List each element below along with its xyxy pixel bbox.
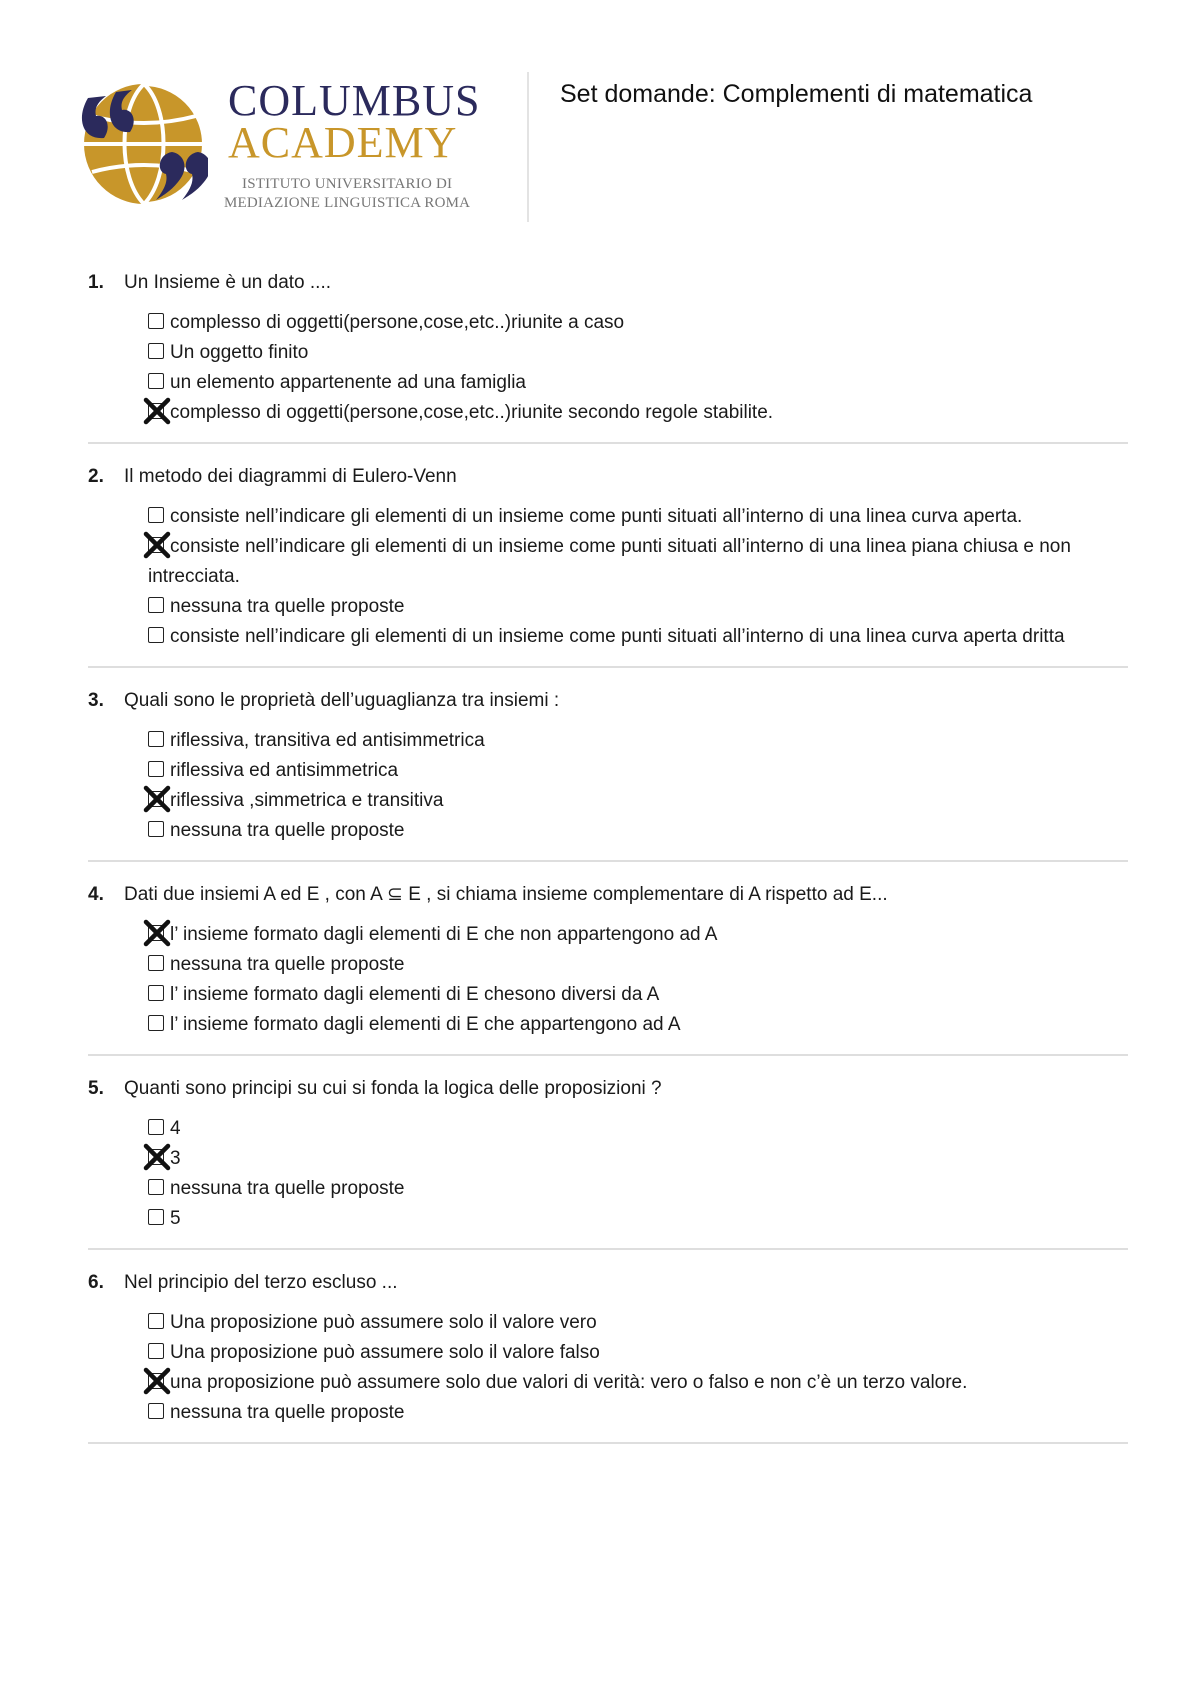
answer-option-text: Una proposizione può assumere solo il valore falso [170,1342,600,1363]
question-header [88,686,1128,716]
checked-checkbox[interactable] [148,925,164,941]
checked-checkbox[interactable] [148,403,164,419]
answer-option-text: nessuna tra quelle proposte [170,596,405,617]
answer-option-text: l’ insieme formato dagli elementi di E chesono diversi da A [170,984,660,1005]
checkbox[interactable] [148,373,164,389]
answer-option[interactable] [148,592,1088,622]
answer-option-text: riflessiva ,simmetrica e transitiva [170,790,444,811]
header-divider [527,72,529,222]
answer-option[interactable] [148,338,1088,368]
logo-subtitle-line2: MEDIAZIONE LINGUISTICA ROMA [224,195,471,211]
answer-option[interactable] [148,1114,1088,1144]
answer-option-text: complesso di oggetti(persone,cose,etc..)riunite a caso [170,312,625,333]
answer-option-text: l’ insieme formato dagli elementi di E che non appartengono ad A [170,924,718,945]
answer-options [88,1308,1128,1428]
answer-options [88,920,1128,1040]
answer-option[interactable] [148,532,1088,592]
question-header [88,880,1128,910]
answer-option[interactable] [148,1338,1088,1368]
checkbox[interactable] [148,1403,164,1419]
checked-checkbox[interactable] [148,537,164,553]
answer-option[interactable] [148,622,1088,652]
answer-option[interactable] [148,308,1088,338]
answer-option-text: riflessiva, transitiva ed antisimmetrica [170,730,485,751]
question-number: 4. [88,884,104,905]
question-number: 1. [88,272,104,293]
checkbox[interactable] [148,1313,164,1329]
answer-option[interactable] [148,816,1088,846]
question-2 [88,462,1128,668]
answer-option-text: nessuna tra quelle proposte [170,954,405,975]
x-mark-icon [142,1366,172,1396]
logo-wordmark-columbus: COLUMBUS [228,76,481,125]
checkbox[interactable] [148,955,164,971]
question-number: 6. [88,1272,104,1293]
answer-options [88,308,1128,428]
checkbox[interactable] [148,597,164,613]
checkbox[interactable] [148,985,164,1001]
answer-option[interactable] [148,1174,1088,1204]
question-header [88,1074,1128,1104]
answer-option-text: nessuna tra quelle proposte [170,1178,405,1199]
answer-option-text: 3 [170,1148,181,1169]
answer-option-text: consiste nell’indicare gli elementi di un insieme come punti situati all’interno di una linea curva aperta. [170,506,1023,527]
question-number: 2. [88,466,104,487]
question-text: Un Insieme è un dato .... [124,272,332,293]
checkbox[interactable] [148,821,164,837]
logo-wordmark-academy: ACADEMY [228,118,458,167]
question-6 [88,1268,1128,1444]
answer-option[interactable] [148,1308,1088,1338]
question-text: Dati due insiemi A ed E , con A ⊆ E , si chiama insieme complementare di A rispetto ad E... [124,884,888,905]
answer-option[interactable] [148,368,1088,398]
question-list [88,268,1128,1462]
question-header [88,1268,1128,1298]
x-mark-icon [142,918,172,948]
question-4 [88,880,1128,1056]
answer-option[interactable] [148,756,1088,786]
checked-checkbox[interactable] [148,791,164,807]
x-mark-icon [142,530,172,560]
question-header [88,462,1128,492]
question-5 [88,1074,1128,1250]
answer-option-text: 5 [170,1208,181,1229]
logo-subtitle-line1: ISTITUTO UNIVERSITARIO DI [242,176,453,192]
answer-option[interactable] [148,786,1088,816]
answer-option[interactable] [148,950,1088,980]
answer-option[interactable] [148,1398,1088,1428]
answer-option-text: complesso di oggetti(persone,cose,etc..)riunite secondo regole stabilite. [170,402,774,423]
answer-option[interactable] [148,502,1088,532]
checkbox[interactable] [148,1119,164,1135]
checkbox[interactable] [148,1343,164,1359]
answer-option-text: 4 [170,1118,181,1139]
answer-options [88,726,1128,846]
columbus-academy-logo [78,70,498,220]
answer-option[interactable] [148,1010,1088,1040]
checked-checkbox[interactable] [148,1149,164,1165]
checkbox[interactable] [148,761,164,777]
answer-option[interactable] [148,1144,1088,1174]
checked-checkbox[interactable] [148,1373,164,1389]
checkbox[interactable] [148,1209,164,1225]
answer-option[interactable] [148,398,1088,428]
x-mark-icon [142,1142,172,1172]
question-1 [88,268,1128,444]
answer-options [88,502,1128,652]
answer-option-text: un elemento appartenente ad una famiglia [170,372,526,393]
answer-option-text: nessuna tra quelle proposte [170,1402,405,1423]
answer-option[interactable] [148,1368,1088,1398]
answer-option-text: l’ insieme formato dagli elementi di E che appartengono ad A [170,1014,681,1035]
x-mark-icon [142,396,172,426]
answer-option[interactable] [148,920,1088,950]
logo-globe-icon [78,78,208,208]
answer-option-text: consiste nell’indicare gli elementi di un insieme come punti situati all’interno di una linea curva aperta dritta [170,626,1065,647]
question-text: Quali sono le proprietà dell’uguaglianza tra insiemi : [124,690,560,711]
answer-option-text: Una proposizione può assumere solo il valore vero [170,1312,597,1333]
answer-option-text: riflessiva ed antisimmetrica [170,760,399,781]
x-mark-icon [142,784,172,814]
question-text: Nel principio del terzo escluso ... [124,1272,398,1293]
question-header [88,268,1128,298]
answer-option-text: nessuna tra quelle proposte [170,820,405,841]
checkbox[interactable] [148,1179,164,1195]
question-text: Il metodo dei diagrammi di Eulero-Venn [124,466,457,487]
checkbox[interactable] [148,313,164,329]
answer-option-text: Un oggetto finito [170,342,309,363]
checkbox[interactable] [148,731,164,747]
answer-option[interactable] [148,726,1088,756]
answer-options [88,1114,1128,1234]
question-number: 3. [88,690,104,711]
answer-option-text: consiste nell’indicare gli elementi di un insieme come punti situati all’interno di una linea piana chiusa e non intrecciata. [148,536,1071,587]
question-3 [88,686,1128,862]
document-title: Set domande: Complementi di matematica [560,80,1033,108]
question-text: Quanti sono principi su cui si fonda la logica delle proposizioni ? [124,1078,662,1099]
answer-option-text: una proposizione può assumere solo due valori di verità: vero o falso e non c’è un terzo valore. [170,1372,968,1393]
checkbox[interactable] [148,507,164,523]
answer-option[interactable] [148,1204,1088,1234]
checkbox[interactable] [148,1015,164,1031]
checkbox[interactable] [148,627,164,643]
answer-option[interactable] [148,980,1088,1010]
checkbox[interactable] [148,343,164,359]
page-header [78,70,1128,230]
question-number: 5. [88,1078,104,1099]
